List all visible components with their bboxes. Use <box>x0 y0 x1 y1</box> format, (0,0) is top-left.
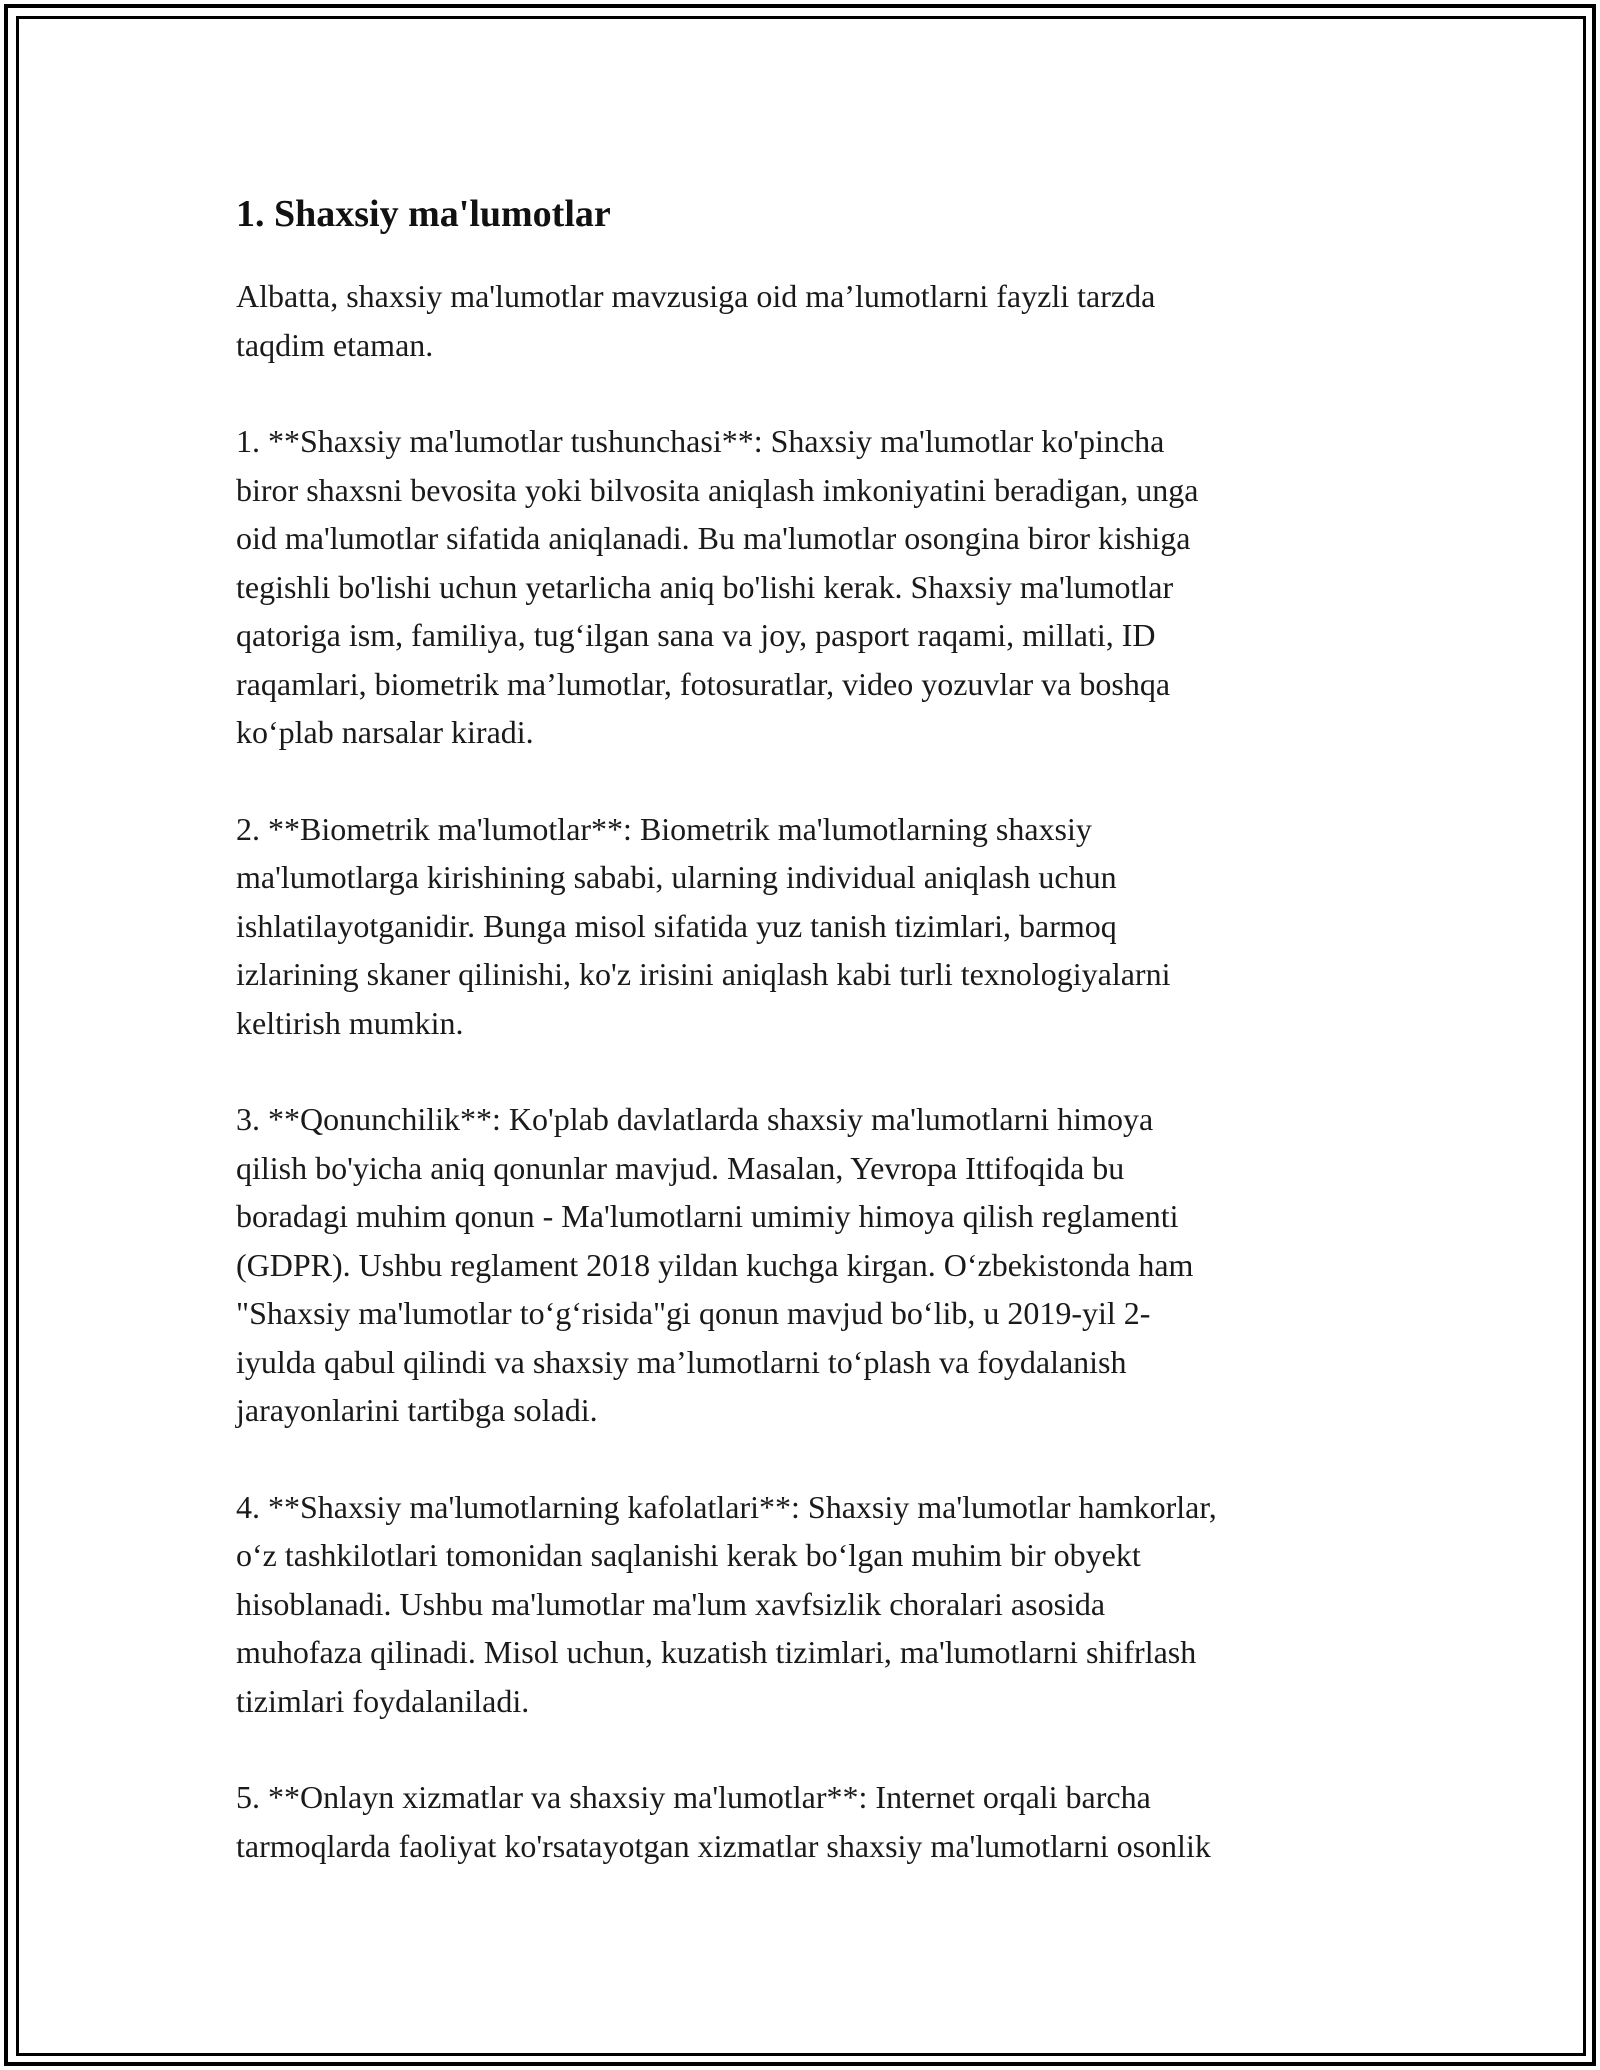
paragraph-online-services: 5. **Onlayn xizmatlar va shaxsiy ma'lumotlar**: Internet orqali barcha tarmoqlarda faoliyat ko'rsatayotgan xizmatlar shaxsiy ma'lumotlarni osonlik <box>236 1779 1211 1864</box>
paragraph-personal-data-concept: 1. **Shaxsiy ma'lumotlar tushunchasi**: Shaxsiy ma'lumotlar ko'pincha biror shaxsni bevosita yoki bilvosita aniqlash imkoniyatini beradigan, unga oid ma'lumotlar sifatida aniqlanadi. Bu ma'lumotlar osongina biror kishiga tegishli bo'lishi uchun yetarlicha aniq bo'lishi kerak. Shaxsiy ma'lumotlar qatoriga ism, familiya, tug‘ilgan sana va joy, pasport raqami, millati, ID raqamlari, biometrik ma’lumotlar, fotosuratlar, video yozuvlar va boshqa ko‘plab narsalar kiradi. <box>236 423 1199 750</box>
paragraph-intro: Albatta, shaxsiy ma'lumotlar mavzusiga oid ma’lumotlarni fayzli tarzda taqdim etaman. <box>236 278 1156 363</box>
document-title: 1. Shaxsiy ma'lumotlar <box>236 193 611 235</box>
document-body <box>236 186 1386 1870</box>
paragraph-guarantees: 4. **Shaxsiy ma'lumotlarning kafolatlari**: Shaxsiy ma'lumotlar hamkorlar, o‘z tashkilotlari tomonidan saqlanishi kerak bo‘lgan muhim bir obyekt hisoblanadi. Ushbu ma'lumotlar ma'lum xavfsizlik choralari asosida muhofaza qilinadi. Misol uchun, kuzatish tizimlari, ma'lumotlarni shifrlash tizimlari foydalaniladi. <box>236 1488 1217 1719</box>
paragraph-biometric-data: 2. **Biometrik ma'lumotlar**: Biometrik ma'lumotlarning shaxsiy ma'lumotlarga kirishining sababi, ularning individual aniqlash uchun ishlatilayotganidir. Bunga misol sifatida yuz tanish tizimlari, barmoq izlarining skaner qilinishi, ko'z irisini aniqlash kabi turli texnologiyalarni keltirish mumkin. <box>236 810 1171 1041</box>
paragraph-legislation: 3. **Qonunchilik**: Ko'plab davlatlarda shaxsiy ma'lumotlarni himoya qilish bo'yicha aniq qonunlar mavjud. Masalan, Yevropa Ittifoqida bu boradagi muhim qonun - Ma'lumotlarni umimiy himoya qilish reglamenti (GDPR). Ushbu reglament 2018 yildan kuchga kirgan. O‘zbekistonda ham "Shaxsiy ma'lumotlar to‘g‘risida"gi qonun mavjud bo‘lib, u 2019-yil 2- iyulda qabul qilindi va shaxsiy ma’lumotlarni to‘plash va foydalanish jarayonlarini tartibga soladi. <box>236 1101 1194 1428</box>
